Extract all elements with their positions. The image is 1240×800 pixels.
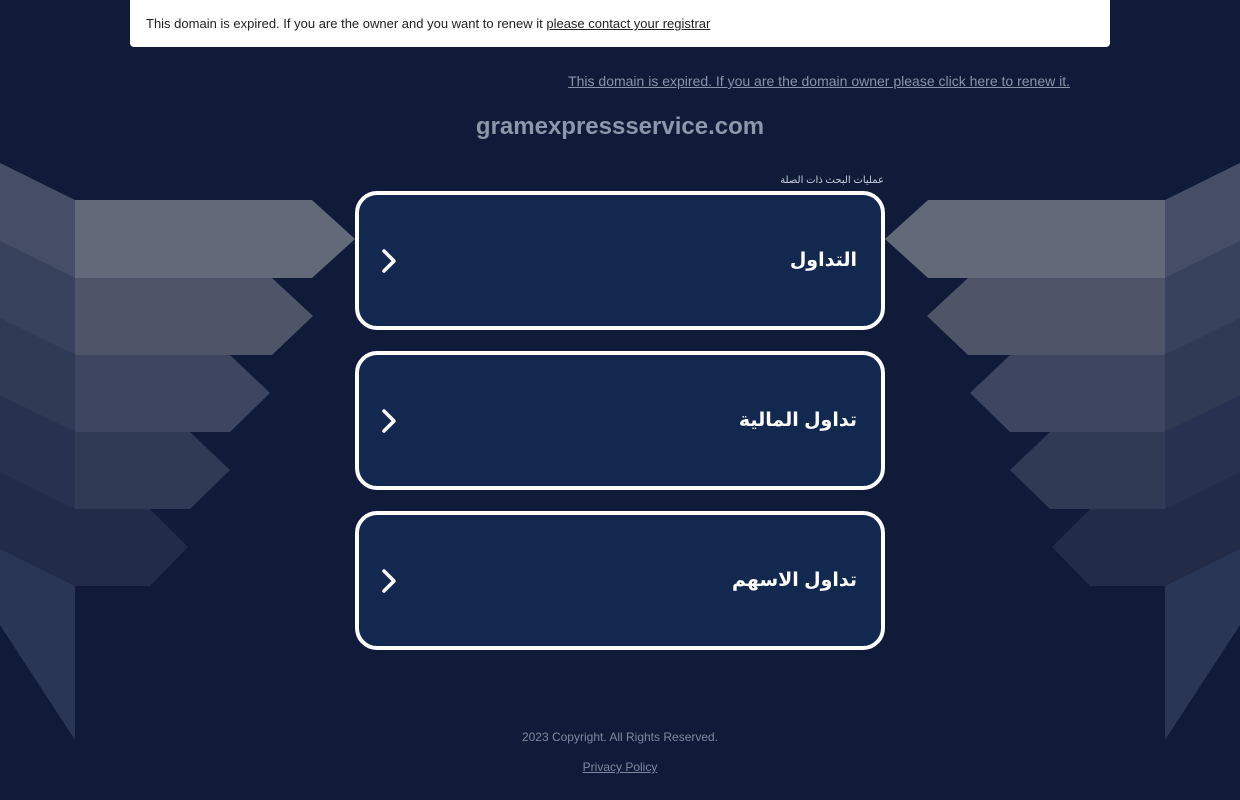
renew-domain-link[interactable]: This domain is expired. If you are the domain owner please click here to renew it. bbox=[568, 73, 1070, 89]
related-search-label: تداول المالية bbox=[738, 410, 857, 431]
chevron-right-icon bbox=[379, 567, 399, 595]
related-search-label: تداول الاسهم bbox=[732, 570, 857, 591]
right-wing-decoration bbox=[885, 163, 1240, 740]
expired-notice-bar bbox=[130, 0, 1110, 47]
related-searches-label: عمليات البحث ذات الصلة bbox=[780, 175, 884, 186]
contact-registrar-link[interactable]: please contact your registrar bbox=[546, 16, 711, 31]
related-search-card-3[interactable] bbox=[355, 511, 885, 650]
privacy-policy-container bbox=[0, 760, 1240, 774]
privacy-policy-link[interactable]: Privacy Policy bbox=[582, 760, 658, 774]
related-search-card-1[interactable] bbox=[355, 191, 885, 330]
left-wing-decoration bbox=[0, 163, 355, 740]
related-search-list bbox=[355, 191, 885, 671]
chevron-right-icon bbox=[379, 407, 399, 435]
copyright-text: 2023 Copyright. All Rights Reserved. bbox=[521, 730, 719, 744]
related-search-card-2[interactable] bbox=[355, 351, 885, 490]
domain-title: gramexpressservice.com bbox=[475, 113, 765, 140]
related-search-label: التداول bbox=[789, 250, 857, 271]
expired-notice-text: This domain is expired. If you are the owner and you want to renew it bbox=[146, 16, 543, 31]
chevron-right-icon bbox=[379, 247, 399, 275]
